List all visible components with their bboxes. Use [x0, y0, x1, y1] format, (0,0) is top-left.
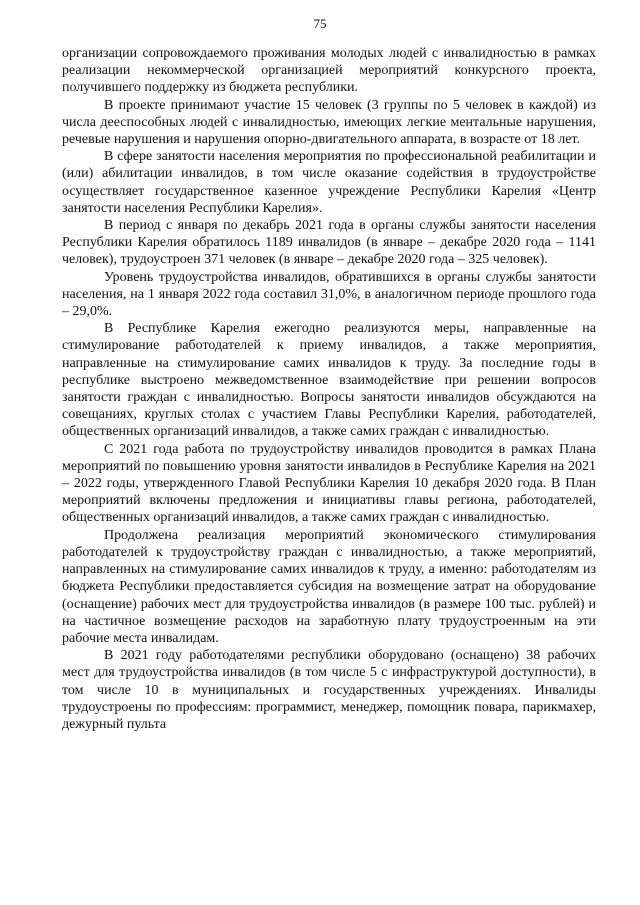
page-number: 75 — [313, 16, 327, 31]
paragraph-project-participants: В проекте принимают участие 15 человек (3 группы по 5 человек в каждой) из числа дееспособных людей с инвалидностью, имеющих легкие ментальные нарушения, речевые нарушения и нарушения опорно-двигательного аппарата, в возрасте от 18 лет. — [62, 97, 596, 148]
document-body — [62, 45, 596, 733]
paragraph-economic-incentives: Продолжена реализация мероприятий экономического стимулирования работодателей к трудоустройству граждан с инвалидностью, а также мероприятий, направленных на стимулирование самих инвалидов к труду, а именно: работодателям из бюджета Республики предоставляется субсидия на возмещение затрат на оборудование (оснащение) рабочих мест для трудоустройства инвалидов (в размере 100 тыс. рублей) и на частичное возмещение расходов на заработную плату трудоустроенным на эти рабочие места инвалидам. — [62, 527, 596, 646]
paragraph-workplaces-2021: В 2021 году работодателями республики оборудовано (оснащено) 38 рабочих мест для трудоустройства инвалидов (в том числе 5 с инфраструктурой доступности), в том числе 10 в муниципальных и государственных учреждениях. Инвалиды трудоустроены по профессиям: программист, менеджер, помощник повара, парикмахер, дежурный пульта — [62, 648, 596, 732]
paragraph-action-plan: С 2021 года работа по трудоустройству инвалидов проводится в рамках Плана мероприятий по повышению уровня занятости инвалидов в Республике Карелия на 2021 – 2022 годы, утвержденного Главой Республики Карелия 10 декабря 2020 года. В План мероприятий включены предложения и инициативы главы региона, работодателей, общественных организаций инвалидов, а также самих граждан с инвалидностью. — [62, 441, 596, 526]
paragraph-period-statistics: В период с января по декабрь 2021 года в органы службы занятости населения Республики Карелия обратилось 1189 инвалидов (в январе – декабре 2020 года – 1141 человек), трудоустроен 371 человек (в январе – декабре 2020 года – 325 человек). — [62, 218, 596, 268]
paragraph-employment-rate: Уровень трудоустройства инвалидов, обратившихся в органы службы занятости населения, на 1 января 2022 года составил 31,0%, в аналогичном периоде прошлого года – 29,0%. — [62, 269, 596, 320]
paragraph-measures: В Республике Карелия ежегодно реализуются меры, направленные на стимулирование работодателей к приему инвалидов, а также мероприятия, направленные на стимулирование самих инвалидов к труду. За последние годы в республике выстроено межведомственное взаимодействие при решении вопросов занятости граждан с инвалидностью. Вопросы занятости инвалидов обсуждаются на совещаниях, круглых столах с участием Главы Республики Карелия, работодателей, общественных организаций инвалидов, а также самих граждан с инвалидностью. — [62, 321, 596, 440]
paragraph-employment-sphere: В сфере занятости населения мероприятия по профессиональной реабилитации и (или) абилитации инвалидов, в том числе оказание содействия в трудоустройстве осуществляет государственное казенное учреждение Республики Карелия «Центр занятости населения Республики Карелия». — [62, 149, 596, 216]
paragraph-continuation: организации сопровождаемого проживания молодых людей с инвалидностью в рамках реализации некоммерческой организацией мероприятий конкурсного проекта, получившего поддержку из бюджета республики. — [62, 46, 596, 96]
